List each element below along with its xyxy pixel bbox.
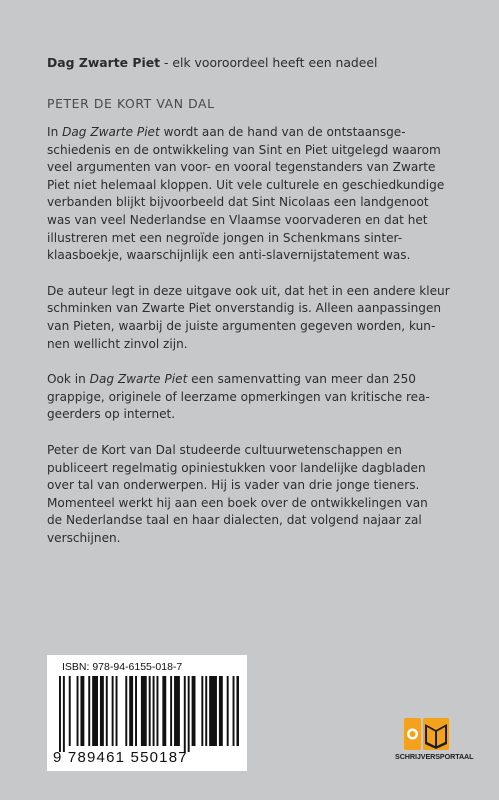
title-line (47, 55, 467, 71)
blurb-line (47, 159, 477, 177)
barcode-bar (112, 676, 114, 746)
text-segment: was van veel Nederlandse en Vlaamse voorvaderen en dat het (47, 212, 428, 227)
text-segment: schiedenis en de ontwikkeling van Sint en Piet uitgelegd waarom (47, 142, 441, 157)
text-segment: wordt aan de hand van de ontstaansge- (159, 125, 406, 139)
text-segment: illustreren met een negroïde jongen in Schenkmans sinter- (47, 230, 403, 245)
barcode-digits: 9 789461 550187 (53, 749, 188, 766)
blurb-line (47, 124, 477, 142)
barcode-bar (174, 676, 180, 746)
barcode-bar (233, 676, 235, 746)
blurb-line (47, 142, 477, 160)
barcode-bar (236, 676, 239, 746)
text-segment: geerders op internet. (47, 407, 176, 422)
barcode-bar (157, 676, 159, 746)
text-segment: Piet niet helemaal kloppen. Uit vele culturele en geschiedkundige (47, 177, 445, 192)
blurb-line (47, 318, 477, 336)
barcode-bar (153, 676, 155, 746)
isbn-label: ISBN: 978-94-6155-018-7 (62, 661, 183, 673)
blurb-line (47, 230, 477, 248)
text-segment: Ook in (47, 372, 90, 387)
text-segment: verbanden blijkt bijvoorbeeld dat Sint Nicolaas een landgenoot (47, 195, 429, 210)
barcode-bar (135, 676, 137, 746)
blurb-paragraph (47, 442, 477, 548)
blurb-text (47, 124, 477, 565)
blurb-line (47, 442, 477, 460)
blurb-line (47, 460, 477, 478)
isbn-barcode-box (47, 655, 247, 771)
barcode-bar (92, 676, 98, 746)
open-book-logo-icon (404, 716, 450, 752)
book-title-italic: Dag Zwarte Piet (89, 372, 188, 387)
barcode-bar (106, 676, 108, 746)
blurb-line (47, 389, 477, 407)
barcode-bar (227, 676, 229, 746)
barcode-bar (141, 676, 147, 746)
blurb-line (47, 177, 477, 195)
text-segment: verschijnen. (47, 530, 121, 545)
text-segment: klaasboekje, waarschijnlijk een anti-slavernijstatement was. (47, 248, 411, 263)
text-segment: van Pieten, waarbij de juiste argumenten gegeven worden, kun- (47, 318, 436, 333)
publisher-logo (395, 716, 474, 766)
text-segment: de Nederlandse taal en haar dialecten, dat volgend najaar zal (47, 513, 422, 528)
barcode-icon (59, 676, 239, 752)
text-segment: veel argumenten van voor- en vooral tegenstanders van Zwarte (47, 160, 436, 175)
book-title-italic: Dag Zwarte Piet (62, 125, 160, 139)
barcode-bar (192, 676, 196, 746)
blurb-paragraph (47, 124, 477, 265)
text-segment: schminken van Zwarte Piet onverstandig is. Alleen aanpassingen (47, 301, 442, 316)
barcode-bar (201, 676, 203, 746)
text-segment: over tal van onderwerpen. Hij is vader van drie jonge tieners. (47, 478, 420, 493)
barcode-bar (188, 676, 190, 752)
blurb-line (47, 283, 477, 301)
blurb-line (47, 194, 477, 212)
barcode-bar (170, 676, 172, 746)
author-name: PETER DE KORT VAN DAL (47, 96, 215, 111)
blurb-line (47, 300, 477, 318)
barcode-bar (149, 676, 151, 746)
barcode-bar (80, 676, 84, 746)
book-title: Dag Zwarte Piet (47, 55, 161, 70)
blurb-line (47, 406, 477, 424)
barcode-bar (77, 676, 79, 746)
blurb-line (47, 212, 477, 230)
text-segment: Peter de Kort van Dal studeerde cultuurwetenschappen en (47, 442, 402, 457)
barcode-bar (129, 676, 133, 746)
barcode-bar (205, 676, 207, 746)
blurb-line (47, 512, 477, 530)
text-segment: In (47, 125, 63, 139)
publisher-name: SCHRIJVERSPORTAAL (395, 752, 474, 761)
barcode-bar (100, 676, 104, 746)
barcode-bar (184, 676, 186, 752)
barcode-bar (162, 676, 166, 746)
barcode-bar (219, 676, 223, 746)
text-segment: publiceert regelmatig opiniestukken voor landelijke dagbladen (47, 460, 426, 475)
blurb-line (47, 530, 477, 548)
barcode-bar (63, 676, 65, 752)
text-segment: grappige, originele of leerzame opmerkingen van kritische rea- (47, 389, 430, 404)
barcode-bar (69, 676, 71, 746)
blurb-line (47, 247, 477, 265)
barcode-bar (116, 676, 118, 746)
barcode-bar (88, 676, 90, 746)
blurb-paragraph (47, 283, 477, 353)
barcode-bar (209, 676, 217, 746)
barcode-bar (125, 676, 127, 746)
blurb-line (47, 371, 477, 389)
blurb-line (47, 495, 477, 513)
blurb-line (47, 477, 477, 495)
barcode-bar (59, 676, 61, 752)
book-subtitle: - elk vooroordeel heeft een nadeel (160, 55, 378, 70)
text-segment: Momenteel werkt hij aan een boek over de ontwikkelingen van (47, 495, 428, 510)
text-segment: nen wellicht zinvol zijn. (47, 336, 188, 351)
text-segment: De auteur legt in deze uitgave ook uit, dat het in een andere kleur (47, 283, 450, 298)
text-segment: een samenvatting van meer dan 250 (187, 372, 416, 387)
blurb-line (47, 336, 477, 354)
blurb-paragraph (47, 371, 477, 424)
